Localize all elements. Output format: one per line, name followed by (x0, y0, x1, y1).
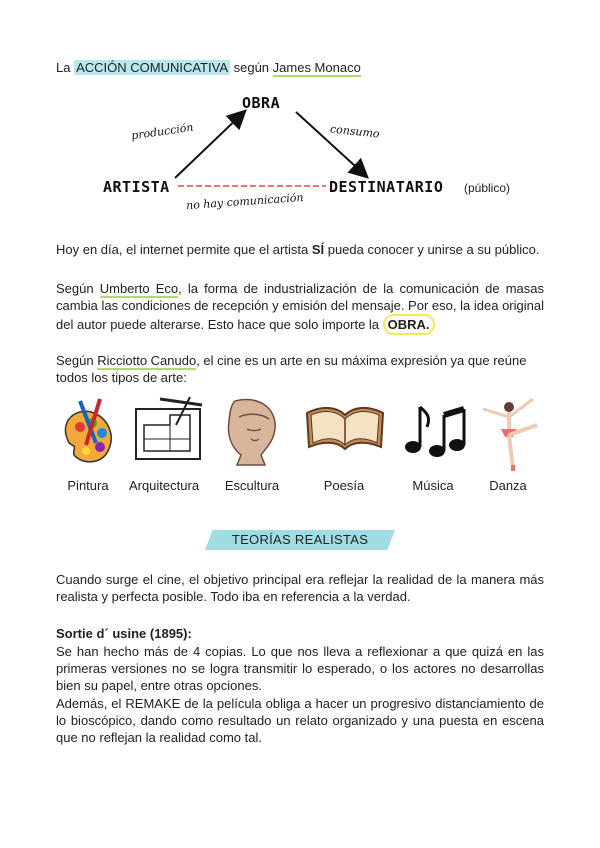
book-icon (303, 395, 383, 455)
section-heading: Sortie d´ usine (1895): (56, 626, 192, 641)
label-consumo: consumo (329, 122, 381, 141)
section-banner (205, 530, 395, 550)
label-produccion: producción (130, 120, 195, 143)
sculpture-icon (212, 395, 292, 469)
section-title: TEORÍAS REALISTAS (231, 532, 369, 547)
art-label-escultura: Escultura (224, 478, 280, 493)
title-author: James Monaco (272, 60, 361, 75)
art-label-pintura: Pintura (67, 478, 109, 493)
paragraph-cine-realista: Cuando surge el cine, el objetivo principal era reflejar la realidad de la manera más realista y perfecta posible. Todo iba en referencia a la verdad. (56, 572, 544, 604)
paragraph-copias: Se han hecho más de 4 copias. Lo que nos lleva a reflexionar a que quizá en las primeras versiones no se logra transmitir lo esperado, o los actores no desarrollas bien su papel, entre otras opciones. (56, 644, 544, 693)
palette-icon (48, 395, 128, 467)
paragraph-eco: Según Umberto Eco, la forma de industrialización de la comunicación de masas cambia las condiciones de recepción y emisión del mensaje. Por eso, la idea original del autor puede alterarse. Esto hace que solo importe la OBRA. (56, 280, 544, 335)
circled-obra: OBRA. (383, 314, 435, 335)
music-notes-icon (392, 395, 472, 465)
diagram-obra: OBRA (242, 94, 281, 112)
art-label-poesia: Poesía (323, 478, 365, 493)
diagram-destinatario: DESTINATARIO (329, 178, 444, 196)
dancer-icon (468, 395, 548, 473)
link-umberto-eco: Umberto Eco (99, 281, 179, 296)
diagram-publico: (público) (464, 181, 511, 195)
paragraph-remake: Además, el REMAKE de la película obliga a hacer un progresivo distanciamiento de lo bioscópico, dando como resultado un relato organizado y una puesta en escena que no reflejan la realidad como tal. (56, 696, 544, 745)
diagram-artista: ARTISTA (103, 178, 170, 196)
art-label-musica: Música (412, 478, 454, 493)
link-ricciotto-canudo: Ricciotto Canudo (97, 353, 197, 368)
paragraph-internet: Hoy en día, el internet permite que el artista SÍ pueda conocer y unirse a su público. (56, 242, 540, 257)
paragraph-canudo: Según Ricciotto Canudo, el cine es un arte en su máxima expresión ya que reúne todos los tipos de arte: (56, 353, 527, 385)
title-highlight: ACCIÓN COMUNICATIVA (76, 60, 228, 75)
art-label-danza: Danza (489, 478, 527, 493)
page-title: La ACCIÓN COMUNICATIVA según James Monaco (56, 60, 361, 75)
label-no-comunicacion: no hay comunicación (185, 190, 304, 213)
art-label-arquitectura: Arquitectura (128, 478, 200, 493)
blueprint-icon (130, 395, 210, 467)
